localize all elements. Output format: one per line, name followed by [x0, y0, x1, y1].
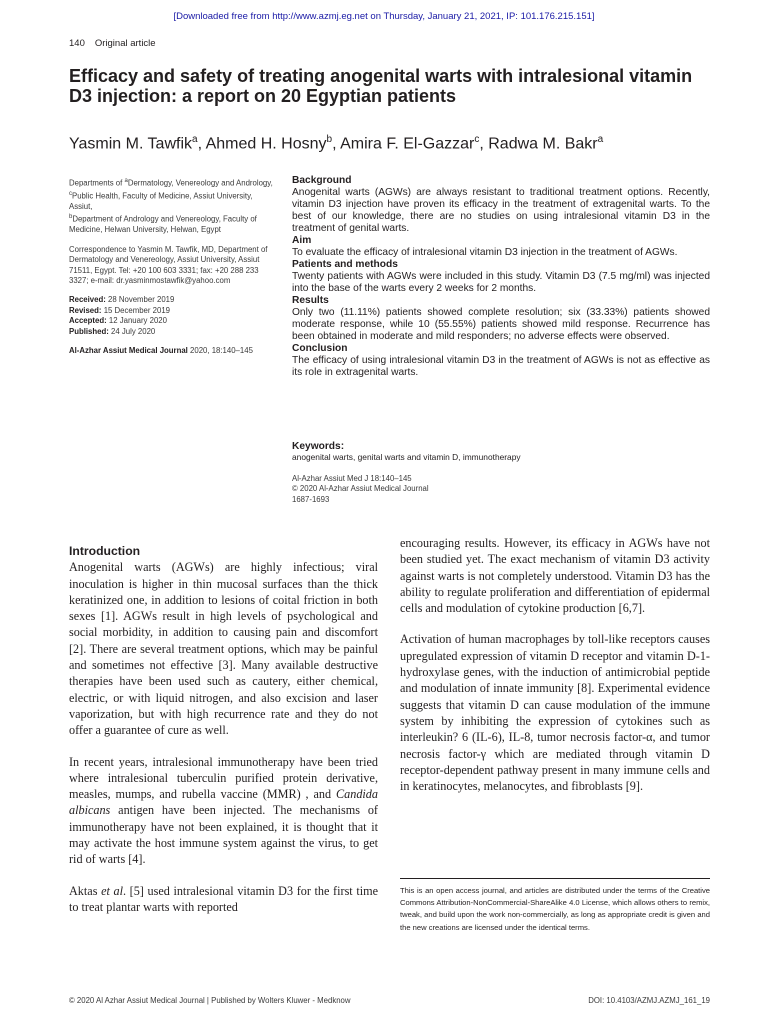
affiliation-mark: b — [69, 214, 73, 221]
date-label: Accepted: — [69, 316, 107, 326]
section-heading-introduction: Introduction — [69, 544, 141, 558]
abstract-heading-methods: Patients and methods — [292, 259, 398, 270]
journal-issn: 1687-1693 — [292, 494, 330, 504]
keywords-block — [292, 442, 710, 463]
date-published — [69, 327, 274, 337]
date-value: 28 November 2019 — [108, 295, 175, 305]
body-italic-text: Candida albicans — [69, 787, 378, 818]
footer-copyright: © 2020 Al Azhar Assiut Medical Journal | Published by Wolters Kluwer - Medknow — [69, 996, 351, 1005]
body-text: Aktas — [69, 883, 102, 898]
date-value: 15 December 2019 — [103, 305, 171, 315]
date-label: Published: — [69, 326, 109, 336]
author-list — [69, 130, 729, 154]
license-divider — [400, 878, 710, 879]
affiliation-text: Department of Andrology and Venereology, Faculty of Medicine, Helwan University, Helwan, Egypt — [69, 215, 257, 235]
abstract-background: Anogenital warts (AGWs) are always resistant to traditional treatment options. Recently, vitamin D3 injection have proven its efficacy in the treatment of extragenital warts. To the best of our knowledge, there are no studies on using intralesional vitamin D3 in the treatment of genital warts. — [292, 187, 710, 234]
affiliation-text: Dermatology, Venereology and Andrology, — [127, 178, 273, 188]
body-paragraph: encouraging results. However, its efficacy in AGWs have not been studied yet. The exact mechanism of vitamin D3 activity against warts is not completely understood. Vitamin D3 has the ability to regulate proliferation and differentiation of epidermal cells and modulation of cytokine production [6,7]. — [400, 536, 710, 616]
journal-reference — [292, 474, 710, 505]
keywords-list: anogenital warts, genital warts and vitamin D, immunotherapy — [292, 452, 521, 463]
abstract-heading-results: Results — [292, 295, 329, 306]
date-received — [69, 295, 274, 305]
footer-doi: DOI: 10.4103/AZMJ.AZMJ_161_19 — [588, 996, 710, 1005]
license-notice: This is an open access journal, and articles are distributed under the terms of the Creative Commons Attribution-NonCommercial-ShareAlike 4.0 License, which allows others to remix, tweak, and build upon the work non-commercially, as long as appropriate credit is given and the new creations are licensed under the identical terms. — [400, 886, 710, 932]
author-name: Radwa M. Bakr — [488, 135, 598, 153]
author-affiliation-mark: a — [597, 134, 604, 145]
body-column-left — [69, 543, 378, 930]
abstract-heading-background: Background — [292, 175, 352, 186]
affiliation-text: Public Health, Faculty of Medicine, Assiut University, Assiut, — [69, 191, 253, 211]
abstract-heading-aim: Aim — [292, 235, 312, 246]
affiliation-mark: a — [124, 178, 128, 184]
body-paragraph: Activation of human macrophages by toll-like receptors causes upregulated expression of vitamin D receptor and vitamin D-1-hydroxylase genes, with the induction of antimicrobial peptide and modulation of innate immunity [8]. Experimental evidence suggests that vitamin D can cause modulation of the immune system by inhibiting the expression of cytokines such as interleukin? 6 (IL-6), IL-8, tumor necrosis factor-α, and tumor necrosis factor-γ which are mediated through vitamin D receptor-dependent pathway present in many immune cells and in keratinocytes, melanocytes, and fibroblasts [9]. — [400, 632, 710, 794]
journal-copyright: © 2020 Al-Azhar Assiut Medical Journal — [292, 484, 429, 494]
page-number: 140 — [69, 38, 85, 49]
date-accepted — [69, 316, 274, 326]
body-text: antigen have been injected. The mechanisms of immunotherapy have not been explained, it is thought that it may activate the host immune system against the virus, to get rid of warts [4]. — [69, 803, 378, 867]
affiliation-text: Departments of — [69, 178, 125, 188]
author-separator: , — [479, 135, 489, 153]
abstract-heading-conclusion: Conclusion — [292, 343, 348, 354]
body-italic-text: et al — [101, 883, 123, 898]
journal-ref-line: Al-Azhar Assiut Med J 18:140–145 — [292, 474, 412, 483]
date-value: 24 July 2020 — [111, 326, 156, 336]
body-paragraph — [69, 754, 378, 868]
author-affiliation-mark: b — [326, 134, 333, 145]
journal-citation — [69, 346, 274, 356]
date-revised — [69, 306, 274, 316]
author-affiliation-mark: c — [474, 134, 480, 145]
author-name: Amira F. El-Gazzar — [340, 135, 475, 153]
affiliation-mark: c — [69, 191, 72, 197]
date-label: Received: — [69, 295, 106, 305]
page-header — [69, 38, 156, 49]
body-text: In recent years, intralesional immunotherapy have been tried where intralesional tuberculin purified protein derivative, measles, mumps, and rubella vaccine (MMR) , and — [69, 754, 378, 802]
affiliations — [69, 176, 274, 236]
body-paragraph — [69, 883, 378, 916]
journal-name: Al-Azhar Assiut Medical Journal — [69, 346, 188, 356]
author-separator: , — [197, 135, 206, 153]
correspondence: Correspondence to Yasmin M. Tawfik, MD, Department of Dermatology and Venereology, Assiut University, Assiut 71511, Egypt. Tel: +20 100 603 3331; fax: +20 288 233 3327; e-mail: dr.yasminmostawfik@yahoo.com — [69, 244, 268, 286]
author-name: Yasmin M. Tawfik — [69, 135, 192, 153]
body-column-right — [400, 535, 710, 809]
article-title: Efficacy and safety of treating anogenital warts with intralesional vitamin D3 injection: a report on 20 Egyptian patients — [69, 66, 693, 106]
download-banner: [Downloaded free from http://www.azmj.eg.net on Thursday, January 21, 2021, IP: 101.176.215.151] — [173, 11, 595, 22]
keywords-heading: Keywords: — [292, 441, 345, 452]
author-affiliation-mark: a — [192, 134, 198, 145]
date-value: 12 January 2020 — [108, 316, 167, 326]
date-label: Revised: — [69, 305, 102, 315]
article-type: Original article — [94, 38, 156, 49]
article-dates — [69, 295, 274, 337]
abstract-results: Only two (11.11%) patients showed complete resolution; six (33.33%) patients showed moderate response, while 10 (55.55%) patients showed mild response. Recurrence has been obtained in moderate and mild responders; no adverse effects were observed. — [292, 307, 710, 342]
article-info-sidebar — [69, 176, 274, 365]
abstract-conclusion: The efficacy of using intralesional vitamin D3 in the treatment of AGWs is not as effective as its role in extragenital warts. — [292, 355, 710, 378]
journal-cite: 2020, 18:140–145 — [190, 346, 253, 356]
body-paragraph: Anogenital warts (AGWs) are highly infectious; viral inoculation is higher in thin mucosal surfaces than the thick keratinized one, in addition to lesions of coital friction in both sexes [1]. AGWs result in high levels of psychological and social morbidity, in addition to causing pain and discomfort [2]. There are several treatment options, which may be painful and sometimes not effective [3]. Many available destructive therapies have been used such as cautery, either chemical, electric, or with liquid nitrogen, and also excision and laser vaporization, but with high recurrence rate and they do not offer a guarantee of cure as well. — [69, 560, 378, 738]
author-separator: , — [332, 135, 341, 153]
author-name: Ahmed H. Hosny — [205, 135, 327, 153]
abstract — [292, 175, 710, 379]
abstract-aim: To evaluate the efficacy of intralesional vitamin D3 injection in the treatment of AGWs. — [292, 247, 678, 258]
abstract-methods: Twenty patients with AGWs were included in this study. Vitamin D3 (7.5 mg/ml) was injected into the base of the warts every 2 weeks for 2 months. — [292, 271, 710, 294]
body-text: . [5] used intralesional vitamin D3 for the first time to treat plantar warts with reported — [69, 883, 378, 914]
